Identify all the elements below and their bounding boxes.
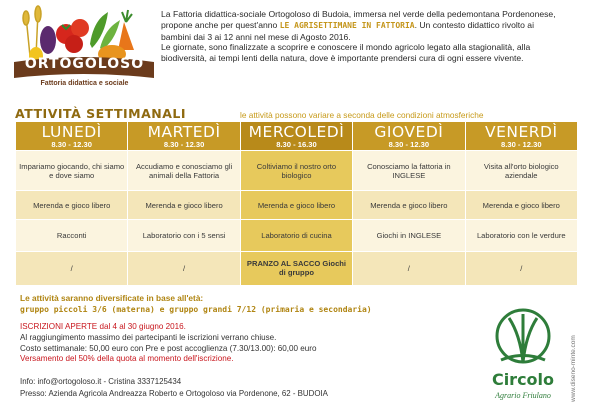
section-subtitle: le attività possono variare a seconda delle condizioni atmosferiche [240,110,484,120]
intro-paragraph [161,9,566,64]
intro-text-2: . Un contesto didattico rivolto ai bambini dai 3 ai 12 anni nel mese di Agosto 2016. [161,19,534,42]
activity-cell: Laboratorio di cucina [240,220,352,252]
circolo-sub: Agrario Friulano [495,391,551,400]
weekly-cost: Costo settimanale: 50,00 euro con Pre e post accoglienza (7.30/13.00): 60,00 euro [20,343,317,353]
activity-cell: / [128,251,240,285]
intro-text-3: Le giornate, sono finalizzate a scoprire e conoscere il mondo agricolo legato alla stagionalità, alla biodiversità, ai tempi lenti della natura, dove è importante prendersi cura di ogni essere vivente. [161,42,531,64]
deposit-note: Versamento del 50% della quota al momento dell'iscrizione. [20,354,234,364]
contacts [20,376,328,400]
day-name: MARTEDÌ [147,123,221,141]
activity-cell: Laboratorio con i 5 sensi [128,220,240,252]
day-header-row [16,122,578,151]
logo-name: ORTOGOLOSO [24,56,145,72]
activity-row-lab [16,220,578,252]
activity-cell: PRANZO AL SACCO Giochi di gruppo [240,251,352,285]
activity-cell: / [16,251,128,285]
day-name: VENERDÌ [485,123,558,141]
circolo-name: Circolo [491,370,555,389]
day-time: 8.30 - 12.30 [51,140,92,149]
day-time: 8.30 - 12.30 [388,140,430,149]
day-header-thursday [353,122,465,151]
day-name: LUNEDÌ [41,123,102,141]
contact-info: Info: info@ortogoloso.it - Cristina 3337125434 [20,377,182,386]
plant-circle-icon [481,300,565,370]
contact-address: Presso: Azienda Agricola Andreazza Roberto e Ortogoloso via Pordenone, 62 - BUDOIA [20,388,328,398]
activity-row-snack [16,191,578,220]
activity-row-lunch [16,251,578,285]
activity-cell: / [465,251,577,285]
ortogoloso-logo [8,4,158,96]
activity-cell: Merenda e gioco libero [353,191,465,220]
intro-text-1: La Fattoria didattica-sociale Ortogoloso di Budoia, immersa nel verde della pedemontana Pordenonese, propone anche per quest'anno [161,9,556,30]
activity-cell: Racconti [16,220,128,252]
section-title: ATTIVITÀ SETTIMANALI [15,106,186,121]
day-header-wednesday [240,122,352,151]
day-header-monday [16,122,128,151]
activity-cell: Merenda e gioco libero [465,191,577,220]
day-name: GIOVEDÌ [374,123,444,141]
intro-highlight: LE AGRISETTIMANE IN FATTORIA [279,20,415,30]
activity-cell: Merenda e gioco libero [128,191,240,220]
activity-cell: / [353,251,465,285]
activity-cell: Impariamo giocando, chi siamo e dove siamo [16,151,128,191]
registration-limit: Al raggiungimento massimo dei partecipanti le iscrizioni verrano chiuse. [20,332,277,342]
logo-tagline: Fattoria didattica e sociale [40,80,129,87]
registration-info [20,322,460,365]
note-line-1: Le attività saranno diversificate in base all'età: [20,293,204,303]
activity-cell: Merenda e gioco libero [240,191,352,220]
designer-credit: www.diseno-minte.com [570,335,577,402]
activity-cell: Visita all'orto biologico aziendale [465,151,577,191]
day-name: MERCOLEDÌ [248,123,345,141]
registration-open: ISCRIZIONI APERTE dal 4 al 30 giugno 2016. [20,322,186,331]
activity-row-morning [16,151,578,191]
day-header-friday [465,122,577,151]
activity-cell: Coltiviamo il nostro orto biologico [240,151,352,191]
circolo-agrario-logo [481,300,565,408]
day-time: 8.30 - 16.30 [276,140,317,149]
day-time: 8.30 - 12.30 [501,140,542,149]
activity-cell: Laboratorio con le verdure [465,220,577,252]
activity-cell: Giochi in INGLESE [353,220,465,252]
activity-cell: Accudiamo e conosciamo gli animali della Fattoria [128,151,240,191]
age-groups-note [20,293,372,315]
day-time: 8.30 - 12.30 [163,140,205,149]
activity-cell: Conosciamo la fattoria in INGLESE [353,151,465,191]
day-header-tuesday [128,122,240,151]
weekly-schedule-table [15,121,578,286]
activity-cell: Merenda e gioco libero [16,191,128,220]
note-line-2: gruppo piccoli 3/6 (materna) e gruppo grandi 7/12 (primaria e secondaria) [20,305,372,314]
